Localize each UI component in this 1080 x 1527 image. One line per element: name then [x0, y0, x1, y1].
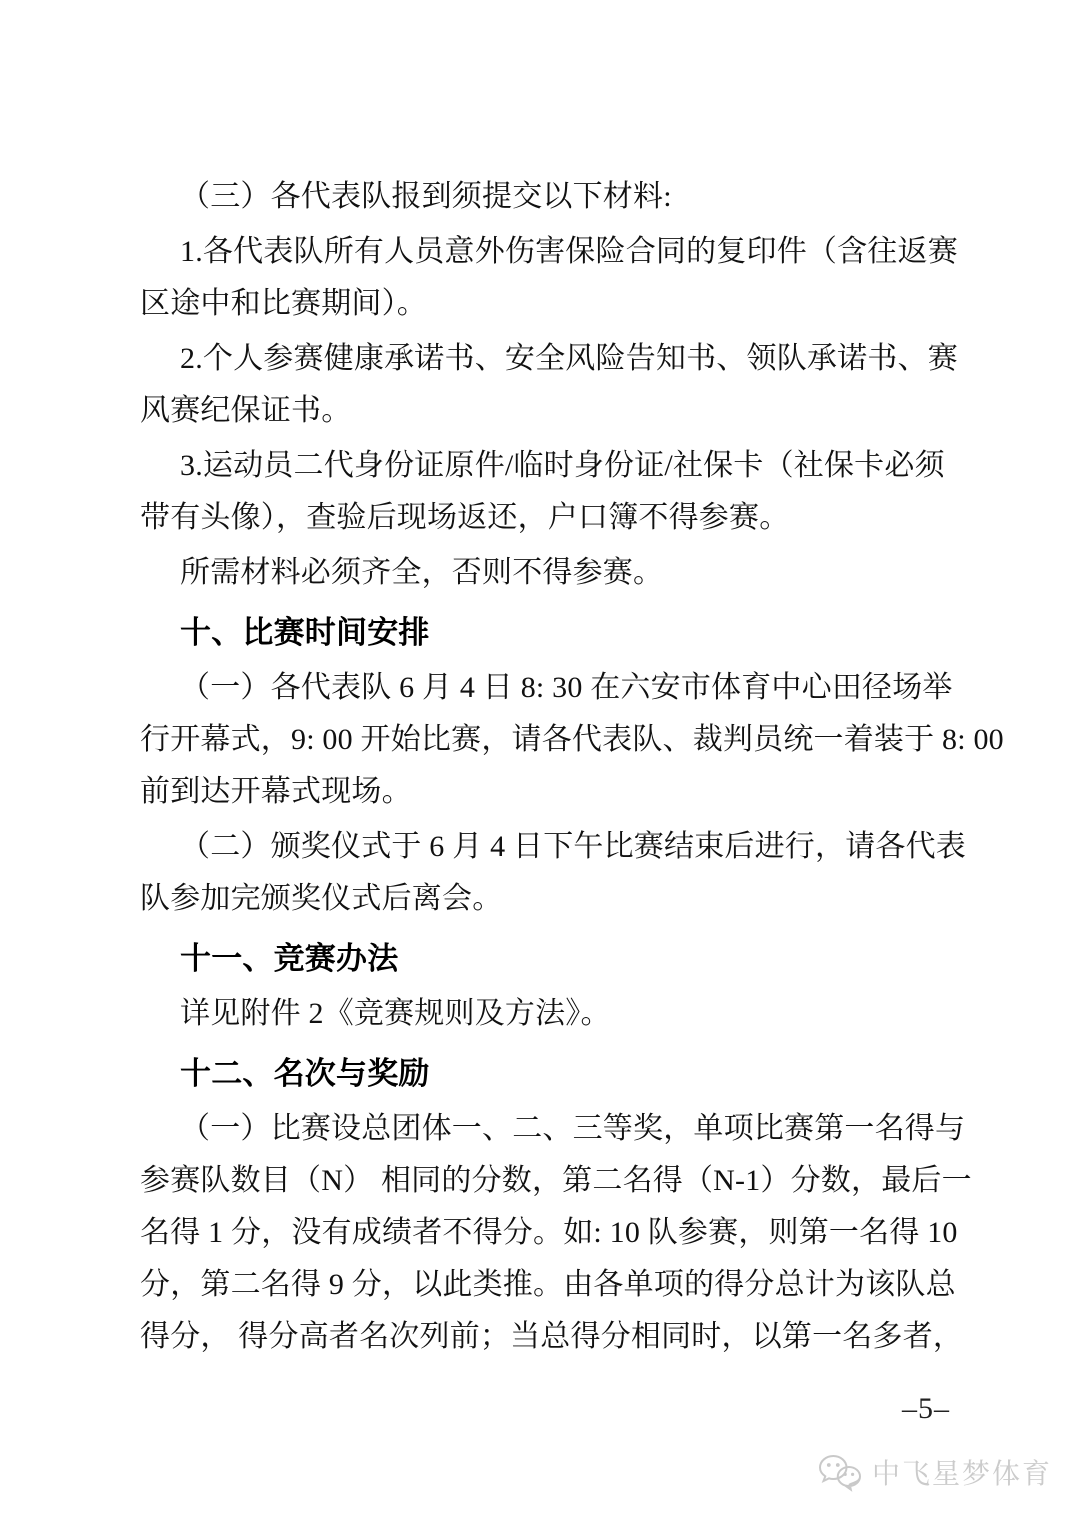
- text-line: 得分， 得分高者名次列前；当总得分相同时，以第一名多者，: [140, 1320, 964, 1353]
- wechat-icon: [817, 1452, 863, 1492]
- section-heading: 十二、名次与奖励: [180, 1056, 430, 1092]
- text-line: 3.运动员二代身份证原件/临时身份证/社保卡（社保卡必须: [180, 449, 945, 482]
- watermark-text: 中飞星梦体育: [871, 1457, 1052, 1490]
- text-line: 名得 1 分，没有成绩者不得分。如: 10 队参赛，则第一名得 10: [140, 1216, 958, 1249]
- text-line: 区途中和比赛期间）。: [140, 287, 427, 320]
- text-line: （一）比赛设总团体一、二、三等奖，单项比赛第一名得与: [180, 1112, 966, 1145]
- text-line: 所需材料必须齐全，否则不得参赛。: [180, 556, 664, 589]
- text-line: 1.各代表队所有人员意外伤害保险合同的复印件（含往返赛: [180, 235, 958, 268]
- section-heading: 十、比赛时间安排: [180, 615, 430, 651]
- text-line: （一）各代表队 6 月 4 日 8: 30 在六安市体育中心田径场举: [180, 671, 953, 704]
- text-line: 队参加完颁奖仪式后离会。: [140, 882, 503, 915]
- text-line: 分，第二名得 9 分，以此类推。由各单项的得分总计为该队总: [140, 1268, 956, 1301]
- text-line: 前到达开幕式现场。: [140, 775, 412, 808]
- text-line: （三）各代表队报到须提交以下材料:: [180, 180, 672, 213]
- text-line: 风赛纪保证书。: [140, 394, 352, 427]
- text-line: （二）颁奖仪式于 6 月 4 日下午比赛结束后进行，请各代表: [180, 830, 966, 863]
- text-line: 行开幕式，9: 00 开始比赛，请各代表队、裁判员统一着装于 8: 00: [140, 723, 1004, 756]
- page-number: –5–: [902, 1392, 950, 1425]
- text-line: 详见附件 2《竞赛规则及方法》。: [180, 997, 611, 1030]
- section-heading: 十一、竞赛办法: [180, 941, 399, 977]
- watermark: [817, 1452, 1052, 1492]
- text-line: 2.个人参赛健康承诺书、安全风险告知书、领队承诺书、赛: [180, 342, 958, 375]
- text-line: 带有头像），查验后现场返还，户口簿不得参赛。: [140, 501, 790, 534]
- text-line: 参赛队数目（N） 相同的分数，第二名得（N-1）分数，最后一: [140, 1164, 972, 1197]
